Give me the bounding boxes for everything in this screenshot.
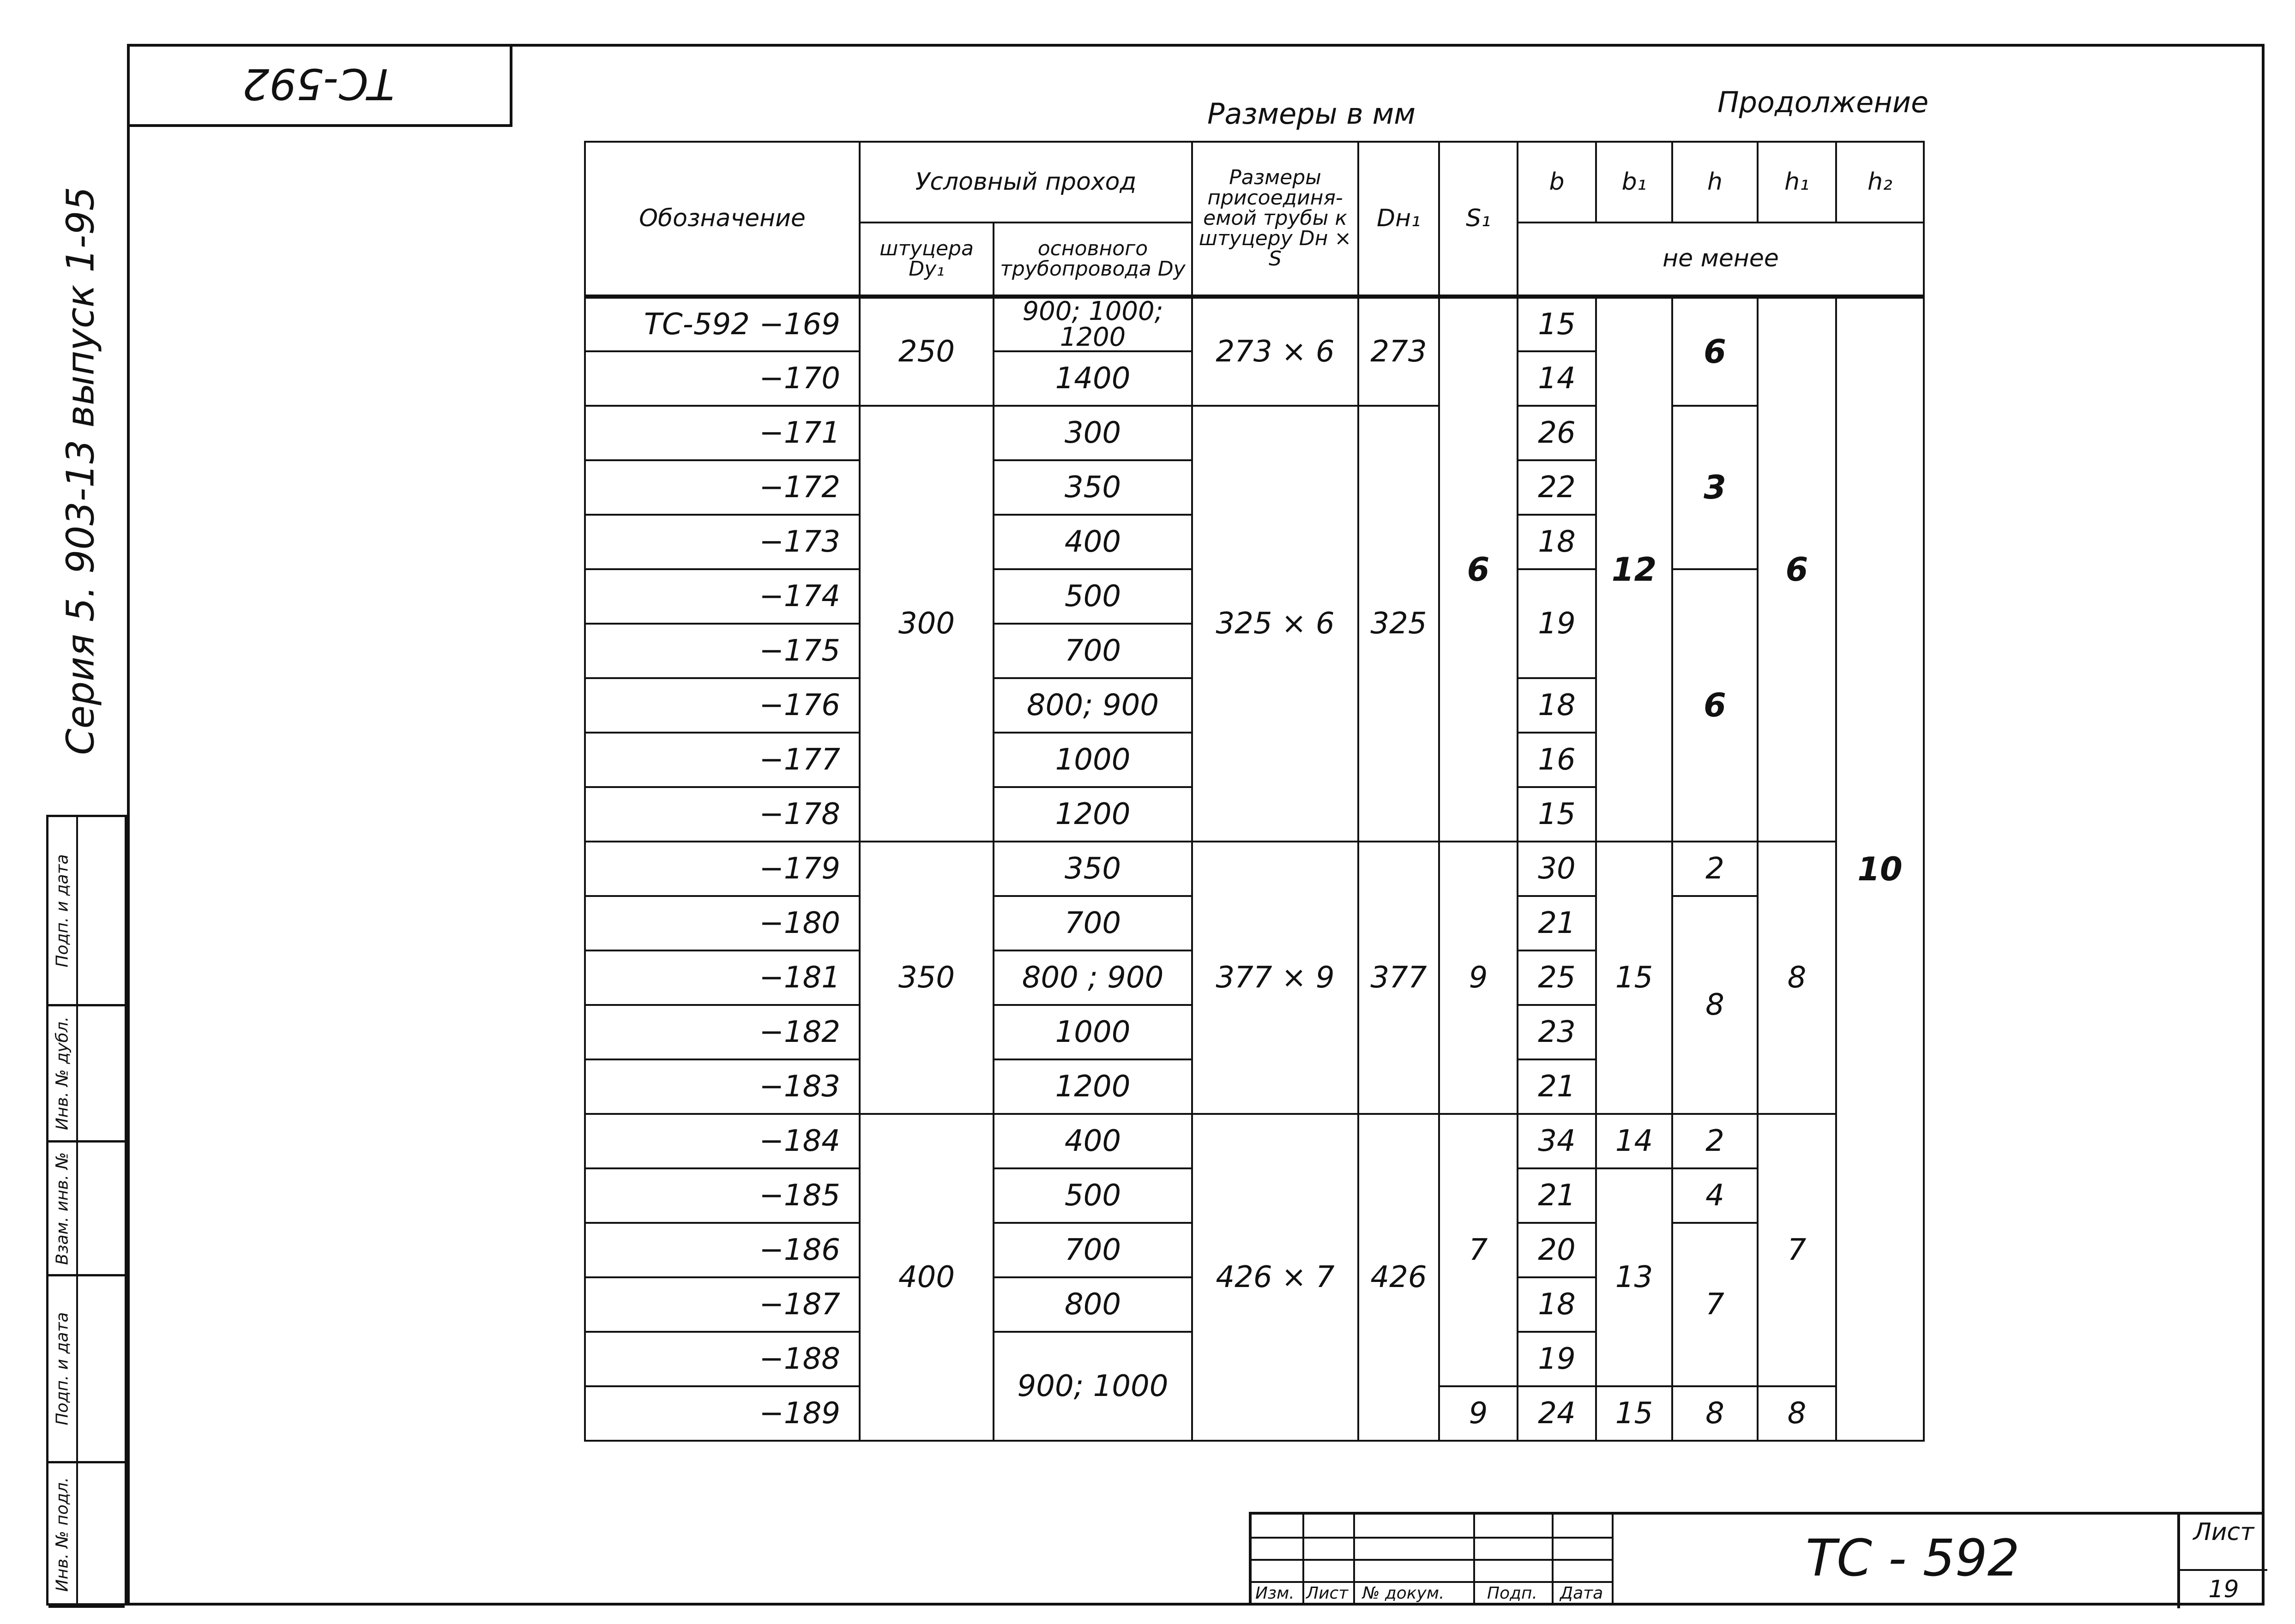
stripe-cell-sign-date-1 <box>48 817 125 1006</box>
h-value: 8 <box>1672 896 1758 1114</box>
pipe-size-value: 426 × 7 <box>1192 1114 1358 1441</box>
row-code: −187 <box>585 1277 860 1332</box>
h2-value: 10 <box>1836 296 1924 1441</box>
stripe-label: Инв. № подл. <box>53 1477 72 1592</box>
stamp-label-sheet: Лист <box>1306 1584 1349 1603</box>
header-b: b <box>1518 142 1596 223</box>
s1-value: 6 <box>1439 296 1518 842</box>
dy-value: 400 <box>994 1114 1192 1168</box>
pipe-size-value: 273 × 6 <box>1192 296 1358 406</box>
b-value: 21 <box>1518 1059 1596 1114</box>
dy-value: 1200 <box>994 1059 1192 1114</box>
dn1-value: 426 <box>1358 1114 1439 1441</box>
b-value: 18 <box>1518 678 1596 733</box>
sheet-box <box>2177 1515 2267 1608</box>
dy-value: 350 <box>994 842 1192 896</box>
dy-value: 1400 <box>994 351 1192 406</box>
stripe-cell-sign-date-2 <box>48 1276 125 1463</box>
stripe-cell-orig-inv <box>48 1463 125 1608</box>
dy-value: 350 <box>994 460 1192 515</box>
dn1-value: 273 <box>1358 296 1439 406</box>
header-dn1: Dн₁ <box>1358 142 1439 296</box>
b-value: 14 <box>1518 351 1596 406</box>
header-h2: h₂ <box>1836 142 1924 223</box>
h1-value: 6 <box>1758 296 1836 842</box>
dy-value: 700 <box>994 896 1192 950</box>
units-note: Размеры в мм <box>1207 97 1416 131</box>
row-code: −189 <box>585 1386 860 1441</box>
stamp-label-change: Изм. <box>1255 1584 1295 1603</box>
stripe-label: Подп. и дата <box>53 854 72 968</box>
stamp-code: ТС - 592 <box>1806 1528 2020 1588</box>
continuation-note: Продолжение <box>1717 85 1929 119</box>
row-code: −183 <box>585 1059 860 1114</box>
row-code: −185 <box>585 1168 860 1223</box>
stamp-line <box>1252 1559 1612 1561</box>
b-value: 34 <box>1518 1114 1596 1168</box>
dy-value: 800 ; 900 <box>994 950 1192 1005</box>
s1-value: 9 <box>1439 842 1518 1114</box>
dy-value: 800 <box>994 1277 1192 1332</box>
dy1-value: 300 <box>860 406 994 842</box>
s1-value: 7 <box>1439 1114 1518 1386</box>
row-code: −178 <box>585 787 860 842</box>
dy-value: 700 <box>994 1223 1192 1277</box>
b-value: 15 <box>1518 296 1596 351</box>
row-code: ТС-592 −169 <box>585 296 860 351</box>
pipe-size-value: 325 × 6 <box>1192 406 1358 842</box>
pipe-size-value: 377 × 9 <box>1192 842 1358 1114</box>
row-code: −170 <box>585 351 860 406</box>
row-code: −175 <box>585 624 860 678</box>
stripe-cell-dup-inv <box>48 1006 125 1143</box>
b1-value: 14 <box>1596 1114 1672 1168</box>
row-code: −172 <box>585 460 860 515</box>
b1-value: 15 <box>1596 842 1672 1114</box>
dy-value: 900; 1000 <box>994 1332 1192 1441</box>
stamp-label-sign: Подп. <box>1487 1584 1537 1603</box>
b1-value: 13 <box>1596 1168 1672 1386</box>
header-nominal-bore: Условный проход <box>860 142 1192 223</box>
dn1-value: 325 <box>1358 406 1439 842</box>
dy-value: 500 <box>994 1168 1192 1223</box>
b1-value: 12 <box>1596 296 1672 842</box>
row-code: −182 <box>585 1005 860 1059</box>
b-value: 19 <box>1518 569 1596 678</box>
header-fitting-bore: штуцера Dy₁ <box>860 223 994 296</box>
stamp-line <box>1252 1537 1612 1539</box>
row-code: −181 <box>585 950 860 1005</box>
h-value: 7 <box>1672 1223 1758 1386</box>
h1-value: 7 <box>1758 1114 1836 1386</box>
h-value: 3 <box>1672 406 1758 569</box>
header-s1: S₁ <box>1439 142 1518 296</box>
b-value: 18 <box>1518 1277 1596 1332</box>
b-value: 24 <box>1518 1386 1596 1441</box>
row-code: −184 <box>585 1114 860 1168</box>
row-code: −171 <box>585 406 860 460</box>
dy1-value: 250 <box>860 296 994 406</box>
row-code: −174 <box>585 569 860 624</box>
h1-value: 8 <box>1758 842 1836 1114</box>
h1-value: 8 <box>1758 1386 1836 1441</box>
header-pipe-size: Размеры присоединя-емой трубы к штуцеру Dн × S <box>1192 142 1358 296</box>
h-value: 8 <box>1672 1386 1758 1441</box>
dy-value: 1000 <box>994 1005 1192 1059</box>
header-b1: b₁ <box>1596 142 1672 223</box>
h-value: 2 <box>1672 1114 1758 1168</box>
dy-value: 1000 <box>994 733 1192 787</box>
title-block <box>1249 1512 2265 1606</box>
b-value: 21 <box>1518 896 1596 950</box>
b-value: 30 <box>1518 842 1596 896</box>
b-value: 16 <box>1518 733 1596 787</box>
b-value: 15 <box>1518 787 1596 842</box>
b-value: 25 <box>1518 950 1596 1005</box>
row-code: −188 <box>585 1332 860 1386</box>
corner-code-box <box>127 44 512 127</box>
stripe-cell-replace-inv <box>48 1143 125 1276</box>
b-value: 22 <box>1518 460 1596 515</box>
dy1-value: 400 <box>860 1114 994 1441</box>
header-h1: h₁ <box>1758 142 1836 223</box>
stamp-label-docnum: № докум. <box>1362 1584 1445 1603</box>
b-value: 20 <box>1518 1223 1596 1277</box>
dy-value: 900; 1000; 1200 <box>994 296 1192 351</box>
dy-value: 300 <box>994 406 1192 460</box>
b-value: 23 <box>1518 1005 1596 1059</box>
b-value: 26 <box>1518 406 1596 460</box>
stripe-label: Взам. инв. № <box>53 1152 72 1265</box>
row-code: −173 <box>585 515 860 569</box>
dimensions-table <box>584 141 1925 1442</box>
stripe-label: Подп. и дата <box>53 1312 72 1426</box>
b-value: 19 <box>1518 1332 1596 1386</box>
row-code: −177 <box>585 733 860 787</box>
stripe-label: Инв. № дубл. <box>53 1016 72 1131</box>
dy-value: 1200 <box>994 787 1192 842</box>
row-code: −179 <box>585 842 860 896</box>
dn1-value: 377 <box>1358 842 1439 1114</box>
sheet-number: 19 <box>2180 1569 2267 1603</box>
dy-value: 800; 900 <box>994 678 1192 733</box>
stripe-divider <box>76 817 78 1603</box>
b-value: 18 <box>1518 515 1596 569</box>
dy1-value: 350 <box>860 842 994 1114</box>
row-code: −176 <box>585 678 860 733</box>
h-value: 6 <box>1672 296 1758 406</box>
dy-value: 700 <box>994 624 1192 678</box>
header-pipeline-bore: основного трубопровода Dy <box>994 223 1192 296</box>
h-value: 6 <box>1672 569 1758 842</box>
stamp-line <box>1252 1581 1612 1583</box>
approval-stripe <box>46 815 127 1606</box>
dy-value: 400 <box>994 515 1192 569</box>
h-value: 4 <box>1672 1168 1758 1223</box>
sheet-label: Лист <box>2193 1518 2254 1546</box>
stamp-label-date: Дата <box>1560 1584 1603 1603</box>
row-code: −186 <box>585 1223 860 1277</box>
header-designation: Обозначение <box>585 142 860 296</box>
b1-value: 15 <box>1596 1386 1672 1441</box>
corner-code: TC-592 <box>242 59 395 109</box>
row-code: −180 <box>585 896 860 950</box>
series-label: Серия 5. 903-13 выпуск 1-95 <box>59 186 103 755</box>
header-not-less: не менее <box>1518 223 1924 296</box>
dy-value: 500 <box>994 569 1192 624</box>
header-h: h <box>1672 142 1758 223</box>
s1-value: 9 <box>1439 1386 1518 1441</box>
b-value: 21 <box>1518 1168 1596 1223</box>
h-value: 2 <box>1672 842 1758 896</box>
stamp-divider <box>1612 1515 1614 1606</box>
